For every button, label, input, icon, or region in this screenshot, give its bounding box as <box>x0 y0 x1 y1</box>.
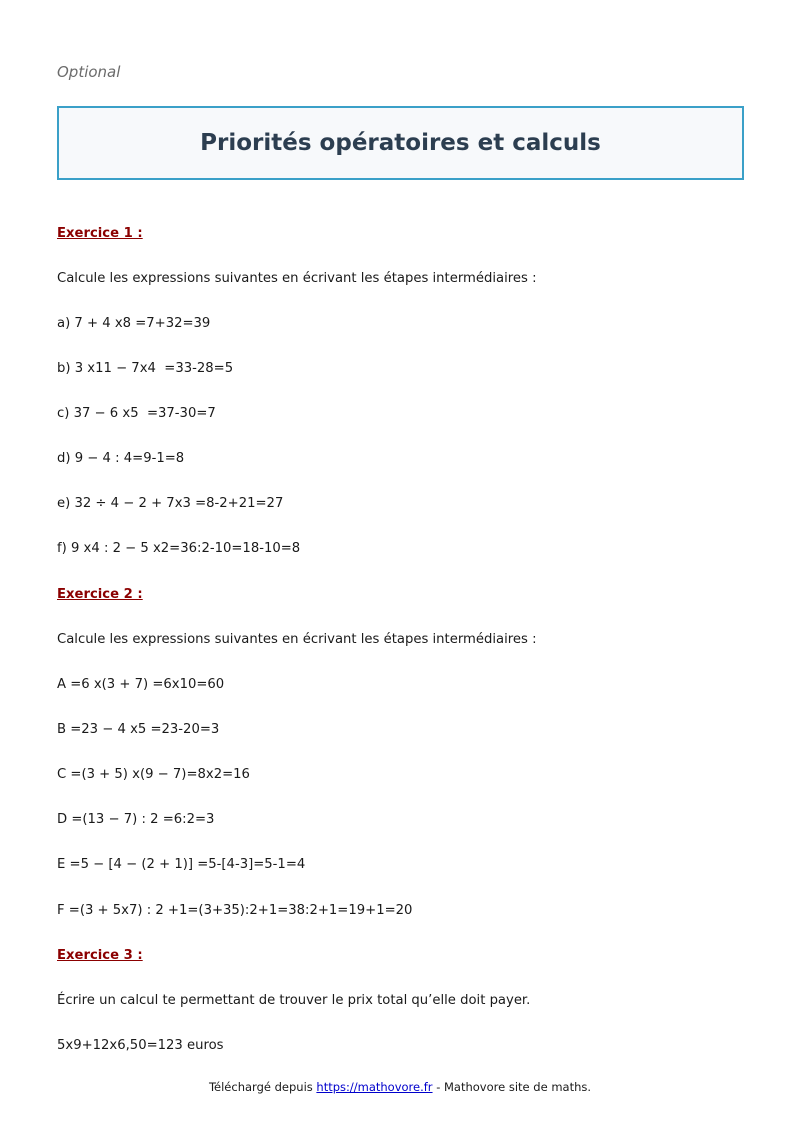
exercise-1-item: a) 7 + 4 x8 =7+32=39 <box>57 316 211 331</box>
exercise-2-item: A =6 x(3 + 7) =6x10=60 <box>57 677 225 692</box>
exercise-1-item: d) 9 − 4 : 4=9-1=8 <box>57 451 185 466</box>
footer-suffix: - Mathovore site de maths. <box>432 1080 592 1094</box>
exercise-2-instruction: Calcule les expressions suivantes en écrivant les étapes intermédiaires : <box>57 632 537 647</box>
exercise-1-item: e) 32 ÷ 4 − 2 + 7x3 =8-2+21=27 <box>57 496 284 511</box>
exercise-2-item: E =5 − [4 − (2 + 1)] =5-[4-3]=5-1=4 <box>57 857 306 872</box>
exercise-3-instruction: Écrire un calcul te permettant de trouver le prix total qu’elle doit payer. <box>57 993 531 1008</box>
exercise-2-item: B =23 − 4 x5 =23-20=3 <box>57 722 220 737</box>
exercise-1-item: f) 9 x4 : 2 − 5 x2=36:2-10=18-10=8 <box>57 541 301 556</box>
exercise-1-heading: Exercice 1 : <box>57 226 143 241</box>
footer-prefix: Téléchargé depuis <box>208 1080 317 1094</box>
optional-label: Optional <box>57 63 121 81</box>
exercise-3-heading: Exercice 3 : <box>57 948 143 963</box>
exercise-2-item: C =(3 + 5) x(9 − 7)=8x2=16 <box>57 767 250 782</box>
page-footer <box>0 1080 800 1094</box>
page-title: Priorités opératoires et calculs <box>200 130 601 156</box>
exercise-1-instruction: Calcule les expressions suivantes en écrivant les étapes intermédiaires : <box>57 271 537 286</box>
exercise-3-answer: 5x9+12x6,50=123 euros <box>57 1038 224 1053</box>
title-box <box>57 106 744 180</box>
exercise-2-item: D =(13 − 7) : 2 =6:2=3 <box>57 812 215 827</box>
exercise-2-item: F =(3 + 5x7) : 2 +1=(3+35):2+1=38:2+1=19+1=20 <box>57 903 413 918</box>
exercise-1-item: c) 37 − 6 x5 =37-30=7 <box>57 406 216 421</box>
footer-link[interactable]: https://mathovore.fr <box>316 1080 433 1094</box>
exercise-1-item: b) 3 x11 − 7x4 =33-28=5 <box>57 361 234 376</box>
exercise-2-heading: Exercice 2 : <box>57 587 143 602</box>
